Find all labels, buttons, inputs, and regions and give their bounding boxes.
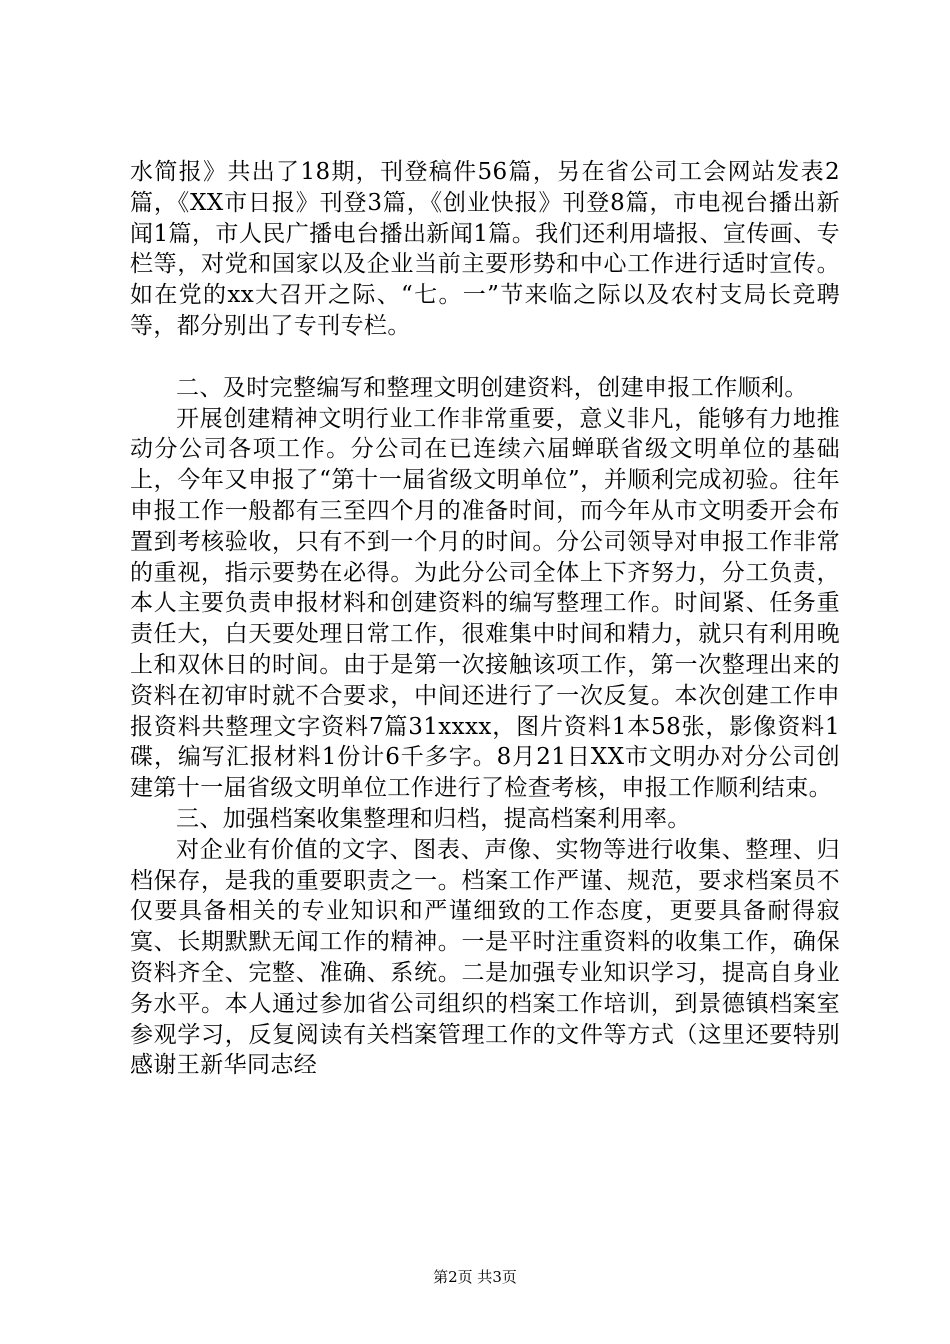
page-number-footer: 第2页 共3页: [433, 1268, 517, 1286]
section-heading-three: 三、加强档案收集整理和归档，提高档案利用率。: [176, 805, 691, 832]
document-body: [130, 157, 840, 1081]
section-heading-two: 二、及时完整编写和整理文明创建资料，创建申报工作顺利。: [176, 374, 808, 401]
paragraph-civilization-application: 开展创建精神文明行业工作非常重要，意义非凡，能够有力地推动分公司各项工作。分公司在已连续六届蝉联省级文明单位的基础上，今年又申报了“第十一届省级文明单位”，并顺利完成初验。往年申报工作一般都有三至四个月的准备时间，而今年从市文明委开会布置到考核验收，只有不到一个月的时间。分公司领导对申报工作非常的重视，指示要势在必得。为此分公司全体上下齐努力，分工负责，本人主要负责申报材料和创建资料的编写整理工作。时间紧、任务重责任大，白天要处理日常工作，很难集中时间和精力，就只有利用晚上和双休日的时间。由于是第一次接触该项工作，第一次整理出来的资料在初审时就不合要求，中间还进行了一次反复。本次创建工作申报资料共整理文字资料7篇31xxxx，图片资料1本58张，影像资料1碟，编写汇报材料1份计6千多字。8月21日XX市文明办对分公司创建第十一届省级文明单位工作进行了检查考核，申报工作顺利结束。: [130, 405, 840, 802]
paragraph-archive-management: 对企业有价值的文字、图表、声像、实物等进行收集、整理、归档保存，是我的重要职责之一。档案工作严谨、规范，要求档案员不仅要具备相关的专业知识和严谨细致的工作态度，更要具备耐得寂寞、长期默默无闻工作的精神。一是平时注重资料的收集工作，确保资料齐全、完整、准确、系统。二是加强专业知识学习，提高自身业务水平。本人通过参加省公司组织的档案工作培训，到景德镇档案室参观学习，反复阅读有关档案管理工作的文件等方式（这里还要特别感谢王新华同志经: [130, 836, 840, 1079]
paragraph-publicity-summary: 水简报》共出了18期，刊登稿件56篇，另在省公司工会网站发表2篇，《XX市日报》刊登3篇，《创业快报》刊登8篇，市电视台播出新闻1篇，市人民广播电台播出新闻1篇。我们还利用墙报、宣传画、专栏等，对党和国家以及企业当前主要形势和中心工作进行适时宣传。如在党的xx大召开之际、“七。一”节来临之际以及农村支局长竞聘等，都分别出了专刊专栏。: [130, 159, 840, 339]
